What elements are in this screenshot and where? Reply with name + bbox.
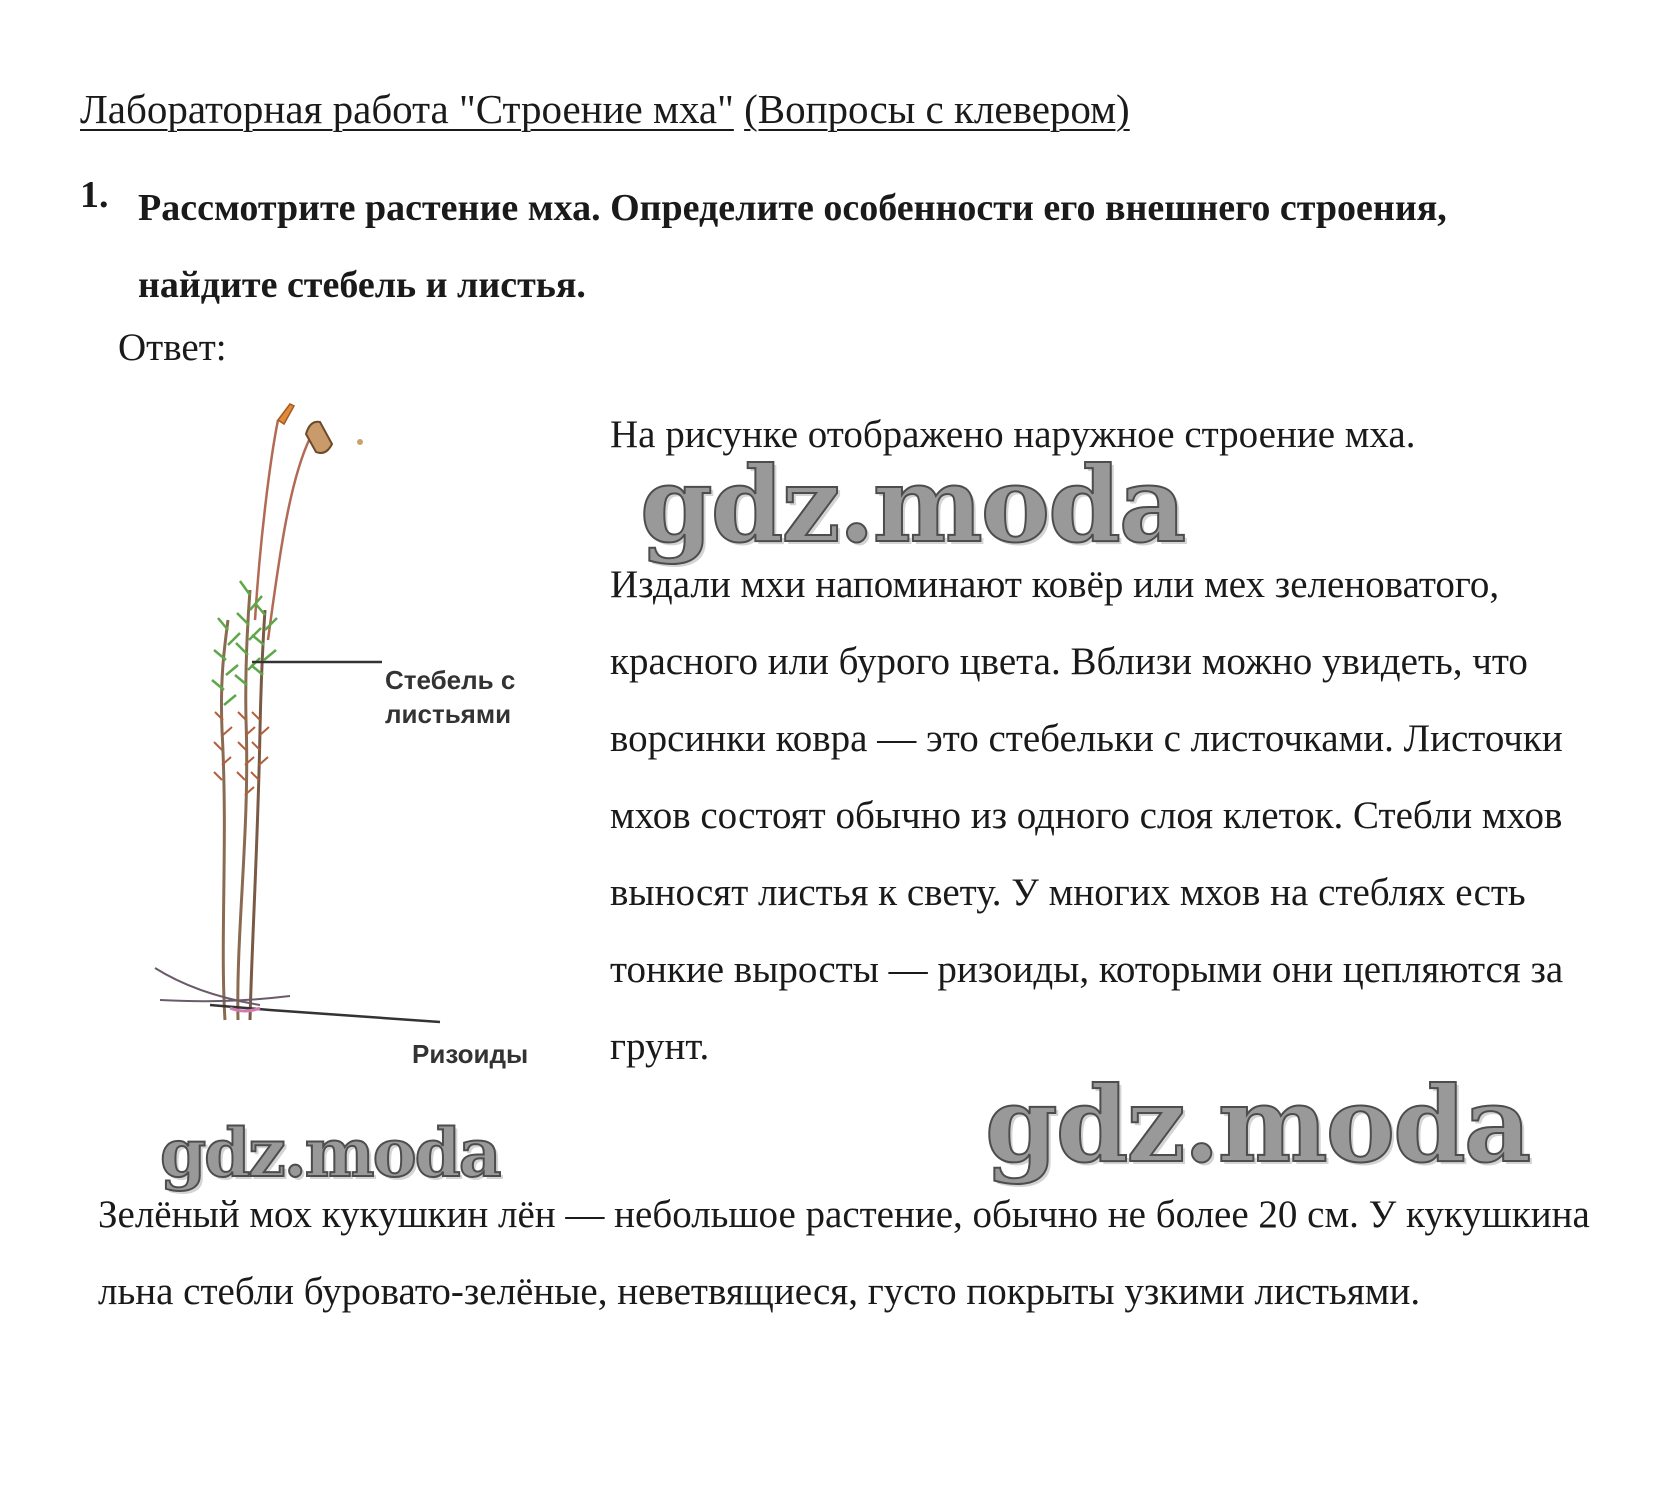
question-number: 1. xyxy=(80,174,109,216)
moss-plant-illustration xyxy=(150,400,590,1100)
question-text: Рассмотрите растение мха. Определите особенности его внешнего строения, найдите стебель и листья. xyxy=(138,187,1447,306)
answer-label: Ответ: xyxy=(118,326,227,369)
moss-ground-line xyxy=(210,1005,440,1022)
moss-capsule-2 xyxy=(306,422,332,453)
moss-spore xyxy=(357,439,363,445)
title-main: Лабораторная работа "Строение мха" xyxy=(80,86,734,132)
label-stem-with-leaves: Стебель с листьями xyxy=(385,665,516,729)
title-subtitle: (Вопросы с клевером) xyxy=(744,86,1130,132)
label-rhizoids: Ризоиды xyxy=(412,1039,529,1069)
moss-stem-1 xyxy=(221,620,228,1020)
watermark-2: gdz.moda xyxy=(985,1063,1530,1186)
page-title xyxy=(80,84,1130,134)
answer-paragraph-1: На рисунке отображено наружное строение мха. xyxy=(610,413,1416,456)
answer-paragraph-2: Издали мхи напоминают ковёр или мех зеленоватого, красного или бурого цвета. Вблизи можно увидеть, что ворсинки ковра — это стебельки с листочками. Листочки мхов состоят обычно из одного слоя клеток. Стебли мхов выносят листья к свету. У многих мхов на стеблях есть тонкие выросты — ризоиды, которыми они цепляются за грунт. xyxy=(610,563,1564,1068)
watermark-3: gdz.moda xyxy=(160,1114,500,1192)
answer-paragraph-3: Зелёный мох кукушкин лён — небольшое растение, обычно не более 20 см. У кукушкина льна стебли буровато-зелёные, неветвящиеся, густо покрыты узкими листьями. xyxy=(98,1193,1590,1313)
watermark-1: gdz.moda xyxy=(640,443,1185,566)
moss-seta-2 xyxy=(268,438,310,640)
moss-capsule-1 xyxy=(278,404,294,424)
